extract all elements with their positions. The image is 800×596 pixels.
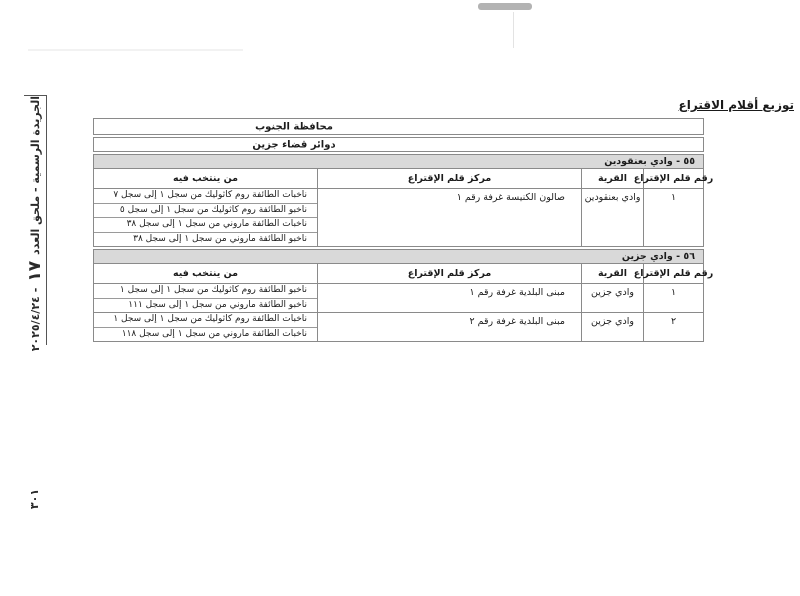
district-row [93, 137, 704, 152]
village-cell: وادي جزين [581, 284, 643, 312]
voter-group-line: ناخبات الطائفة ماروني من سجل ١ إلى سجل ٣٨ [94, 218, 317, 233]
col-header-station-number: رقم قلم الإقتراع [643, 264, 703, 283]
separator-dash: - [28, 287, 42, 293]
sections-container [93, 154, 714, 342]
center-cell: مبنى البلدية غرفة رقم ٢ [317, 313, 581, 341]
center-cell: صالون الكنيسة غرفة رقم ١ [317, 189, 581, 246]
scan-artifact-bar [478, 3, 532, 10]
col-header-center: مركز قلم الإقتراع [317, 264, 581, 283]
village-cell: وادي بعنقودين [581, 189, 643, 246]
voter-group-line: ناخبات الطائفة روم كاثوليك من سجل ١ إلى سجل ١ [94, 313, 317, 328]
voters-cell [94, 284, 317, 312]
voter-group-line: ناخبو الطائفة روم كاثوليك من سجل ١ إلى سجل ٥ [94, 204, 317, 219]
governorate-row [93, 118, 704, 135]
gazette-name-label: الجريدة الرسمية - ملحق العدد [28, 96, 42, 255]
voter-group-line: ناخبو الطائفة روم كاثوليك من سجل ١ إلى سجل ١ [94, 284, 317, 299]
voter-group-line: ناخبو الطائفة ماروني من سجل ١ إلى سجل ١١١ [128, 299, 307, 310]
governorate-label: محافظة الجنوب [255, 121, 333, 132]
col-header-village: القرية [581, 264, 643, 283]
polling-station-row [93, 188, 704, 247]
section-heading: ٥٦ - وادي جزين [93, 249, 704, 264]
village-cell: وادي جزين [581, 313, 643, 341]
district-label: دوائر قضاء جزين [252, 139, 336, 150]
column-header-row [93, 168, 714, 189]
col-header-voters: من ينتخب فيه [172, 173, 239, 184]
col-header-center: مركز قلم الإقتراع [317, 169, 581, 188]
col-header-station-number: رقم قلم الإقتراع [643, 169, 703, 188]
station-number-cell: ١ [643, 189, 703, 246]
gazette-edition-sidebar [24, 95, 47, 352]
polling-section [93, 249, 714, 342]
section-rows [93, 283, 704, 342]
voter-group-line: ناخبات الطائفة ماروني من سجل ١ إلى سجل ١١٨ [121, 328, 307, 339]
section-rows [93, 188, 704, 247]
polling-station-row [93, 312, 704, 342]
polling-section [93, 154, 714, 247]
scan-artifact-line [513, 12, 514, 48]
station-number-cell: ٢ [643, 313, 703, 341]
section-heading: ٥٥ - وادي بعنقودين [93, 154, 704, 169]
voters-cell [94, 313, 317, 341]
polling-stations-table [93, 118, 714, 342]
center-cell: مبنى البلدية غرفة رقم ١ [317, 284, 581, 312]
voter-group-line: ناخبات الطائفة روم كاثوليك من سجل ١ إلى سجل ٧ [94, 189, 317, 204]
issue-date: ٢٠٢٥/٤/٢٤ [28, 296, 42, 352]
col-header-village: القرية [581, 169, 643, 188]
station-number-cell: ١ [643, 284, 703, 312]
polling-station-row [93, 283, 704, 313]
voter-group-line: ناخبو الطائفة ماروني من سجل ١ إلى سجل ٣٨ [133, 233, 307, 244]
col-header-voters: من ينتخب فيه [172, 268, 239, 279]
issue-number: ١٧ [25, 260, 45, 282]
column-header-row [93, 263, 714, 284]
document-title: توزيع أقلام الاقتراع [678, 98, 794, 112]
voters-cell [94, 189, 317, 246]
page-number: ٣٠١ [28, 488, 41, 510]
scan-artifact-smudge [28, 49, 243, 51]
